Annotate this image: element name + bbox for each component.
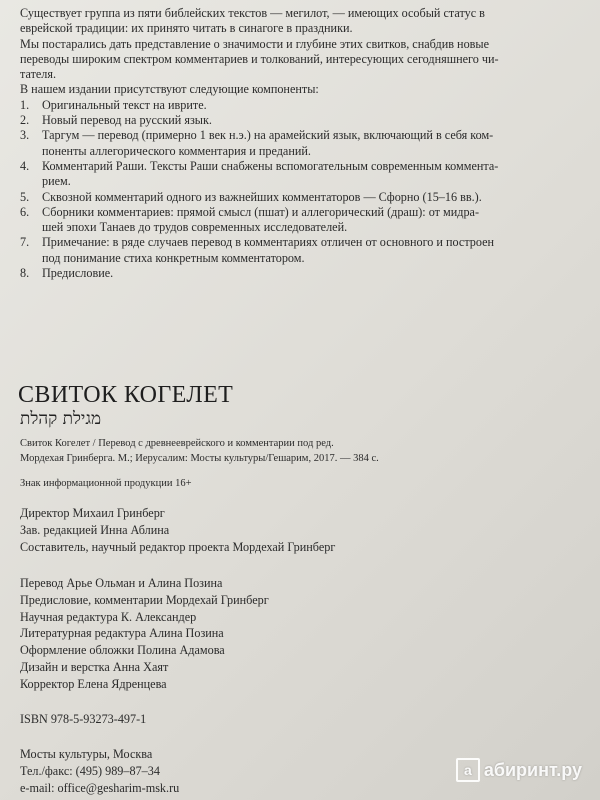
- list-text: Оригинальный текст на иврите.: [42, 97, 207, 112]
- list-number: 6.: [20, 204, 30, 219]
- list-item: [20, 235, 585, 250]
- list-text: Таргум — перевод (примерно 1 век н.э.) на арамейский язык, включающий в себя ком-: [42, 128, 494, 143]
- a-box-icon: а: [456, 758, 480, 782]
- intro-line: Мы постарались дать представление о значимости и глубине этих свитков, снабдив новые: [20, 36, 490, 51]
- list-number: 2.: [20, 113, 30, 128]
- staff-line: Директор Михаил Гринберг: [20, 506, 165, 520]
- list-number: [20, 174, 42, 189]
- list-text: Примечание: в ряде случаев перевод в комментариях отличен от основного и построен: [42, 235, 495, 250]
- list-text: Новый перевод на русский язык.: [42, 113, 212, 128]
- staff-block-management: [20, 505, 580, 555]
- list-text: Сквозной комментарий одного из важнейших комментаторов — Сфорно (15–16 вв.).: [42, 189, 482, 204]
- list-item: [20, 266, 585, 281]
- list-item: [20, 251, 585, 266]
- publisher-phone: Тел./факс: (495) 989–87–34: [20, 764, 160, 778]
- list-item: [20, 159, 585, 174]
- intro-line: тателя.: [20, 67, 57, 82]
- staff-line: Оформление обложки Полина Адамова: [20, 643, 225, 658]
- biblio-line: Свиток Когелет / Перевод с древнееврейского и комментарии под ред.: [20, 438, 334, 449]
- list-number: 5.: [20, 189, 30, 204]
- intro-line: переводы широким спектром комментариев и толкований, интересующих сегодняшнего чи-: [20, 51, 499, 66]
- biblio-line: Мордехая Гринберга. М.; Иерусалим: Мосты культуры/Гешарим, 2017. — 384 с.: [20, 453, 379, 464]
- staff-line: Литературная редактура Алина Позина: [20, 626, 224, 641]
- list-text: Комментарий Раши. Тексты Раши снабжены вспомогательным современным коммента-: [42, 158, 499, 173]
- intro-line: еврейской традиции: их принято читать в синагоге в праздники.: [20, 21, 353, 36]
- list-number: 7.: [20, 235, 30, 250]
- list-number: 4.: [20, 158, 30, 173]
- list-number: [20, 144, 42, 159]
- staff-line: Предисловие, комментарии Мордехай Гринберг: [20, 592, 269, 607]
- list-item: [20, 220, 585, 235]
- watermark-text: абиринт.ру: [483, 759, 582, 780]
- components-list: [20, 98, 585, 282]
- intro-text: [20, 6, 585, 281]
- list-item: [20, 190, 585, 205]
- staff-block-credits: [20, 575, 580, 693]
- list-text: Сборники комментариев: прямой смысл (пшат) и аллегорический (драш): от мидра-: [42, 204, 480, 219]
- labirint-watermark: [456, 758, 582, 782]
- publisher-email: e-mail: office@gesharim-msk.ru: [20, 781, 180, 795]
- age-rating-sign: Знак информационной продукции 16+: [20, 478, 192, 489]
- book-title: СВИТОК КОГЕЛЕТ: [18, 382, 234, 408]
- staff-line: Корректор Елена Ядренцева: [20, 676, 167, 691]
- list-number: 8.: [20, 266, 30, 281]
- bibliographic-record: [20, 436, 580, 466]
- list-number: [20, 220, 42, 235]
- list-number: [20, 251, 42, 266]
- list-text: поненты аллегорического комментария и преданий.: [42, 143, 311, 158]
- staff-line: Дизайн и верстка Анна Хаят: [20, 659, 169, 674]
- list-item: [20, 98, 585, 113]
- publisher-name: Мосты культуры, Москва: [20, 747, 153, 761]
- staff-line: Научная редактура К. Александер: [20, 609, 197, 624]
- staff-line: Перевод Арье Ольман и Алина Позина: [20, 576, 223, 590]
- staff-line: Составитель, научный редактор проекта Мордехай Гринберг: [20, 539, 336, 554]
- list-item: [20, 144, 585, 159]
- staff-line: Зав. редакцией Инна Аблина: [20, 522, 170, 537]
- list-item: [20, 113, 585, 128]
- list-text: Предисловие.: [42, 266, 114, 281]
- list-text: рием.: [42, 174, 71, 189]
- list-item: [20, 128, 585, 143]
- list-text: под понимание стиха конкретным комментатором.: [42, 250, 305, 265]
- isbn: ISBN 978-5-93273-497-1: [20, 712, 147, 726]
- intro-line: В нашем издании присутствуют следующие компоненты:: [20, 82, 319, 97]
- list-text: шей эпохи Танаев до трудов современных исследователей.: [42, 220, 348, 235]
- intro-line: Существует группа из пяти библейских текстов — мегилот, — имеющих особый статус в: [20, 6, 485, 20]
- list-item: [20, 205, 585, 220]
- hebrew-title: מגילת קהלת: [20, 409, 102, 429]
- list-item: [20, 174, 585, 189]
- list-number: 1.: [20, 97, 30, 112]
- list-number: 3.: [20, 128, 30, 143]
- publisher-info: [20, 746, 179, 797]
